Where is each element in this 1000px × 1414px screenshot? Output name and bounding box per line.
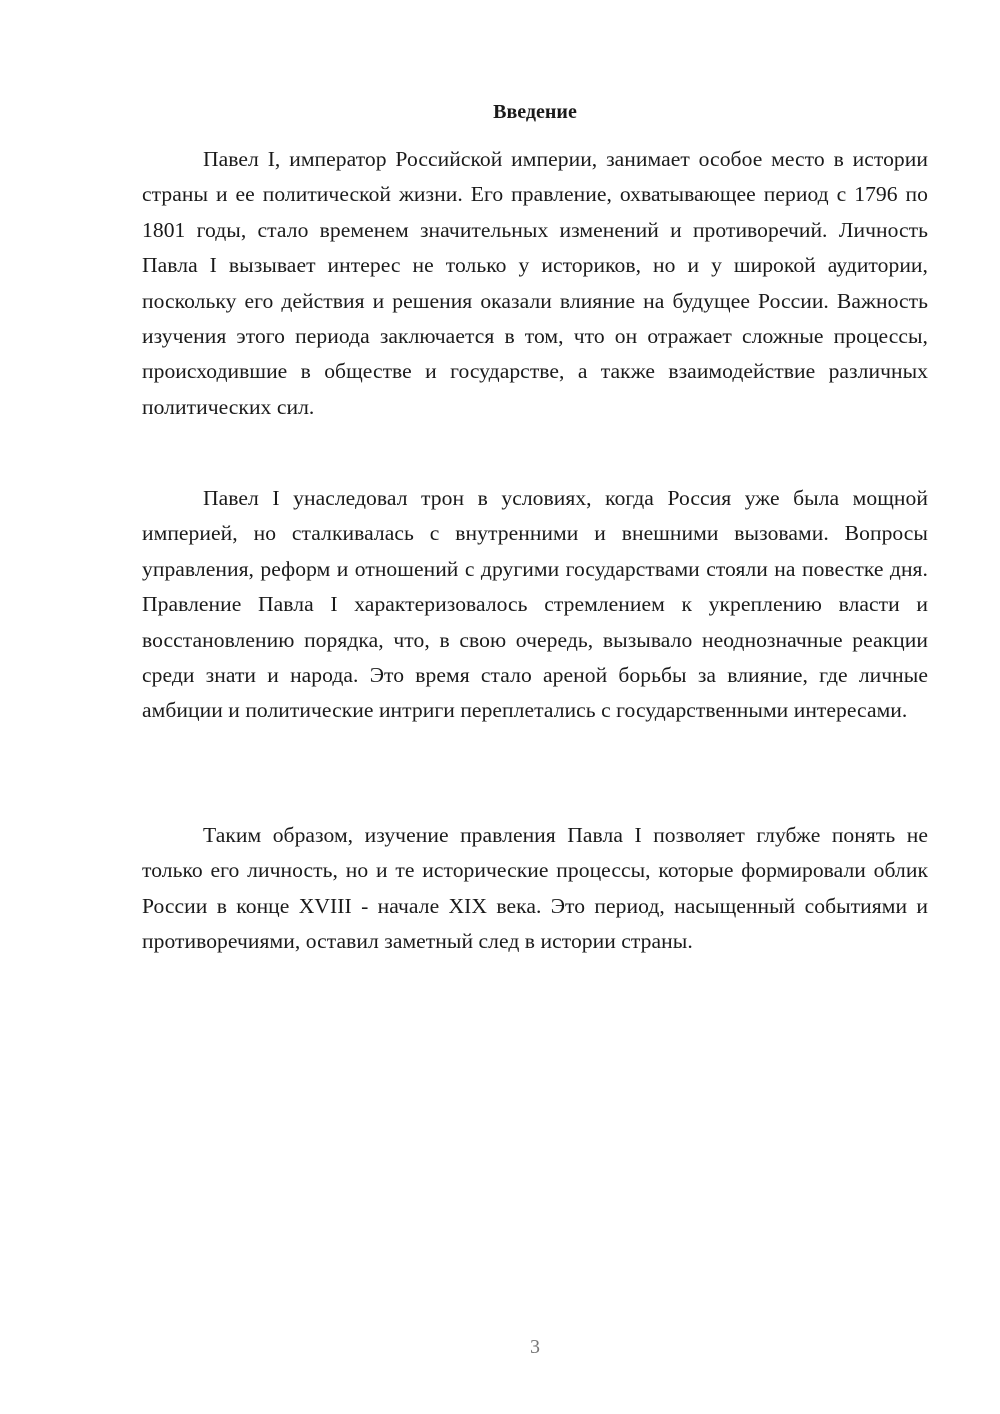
section-title: Введение	[493, 101, 577, 123]
paragraph-3: Таким образом, изучение правления Павла I позволяет глубже понять не только его личность, но и те исторические процессы, которые формировали облик России в конце XVIII - начале XIX века. Это период, насыщенный событиями и противоречиями, оставил заметный след в истории страны.	[142, 823, 928, 954]
page-number: 3	[530, 1336, 540, 1358]
paragraph-2: Павел I унаследовал трон в условиях, когда Россия уже была мощной империей, но сталкивалась с внутренними и внешними вызовами. Вопросы управления, реформ и отношений с другими государствами стояли на повестке дня. Правление Павла I характеризовалось стремлением к укреплению власти и восстановлению порядка, что, в свою очередь, вызывало неоднозначные реакции среди знати и народа. Это время стало ареной борьбы за влияние, где личные амбиции и политические интриги переплетались с государственными интересами.	[142, 486, 928, 723]
paragraph-1: Павел I, император Российской империи, занимает особое место в истории страны и ее политической жизни. Его правление, охватывающее период с 1796 по 1801 годы, стало временем значительных изменений и противоречий. Личность Павла I вызывает интерес не только у историков, но и у широкой аудитории, поскольку его действия и решения оказали влияние на будущее России. Важность изучения этого периода заключается в том, что он отражает сложные процессы, происходившие в обществе и государстве, а также взаимодействие различных политических сил.	[142, 147, 928, 419]
